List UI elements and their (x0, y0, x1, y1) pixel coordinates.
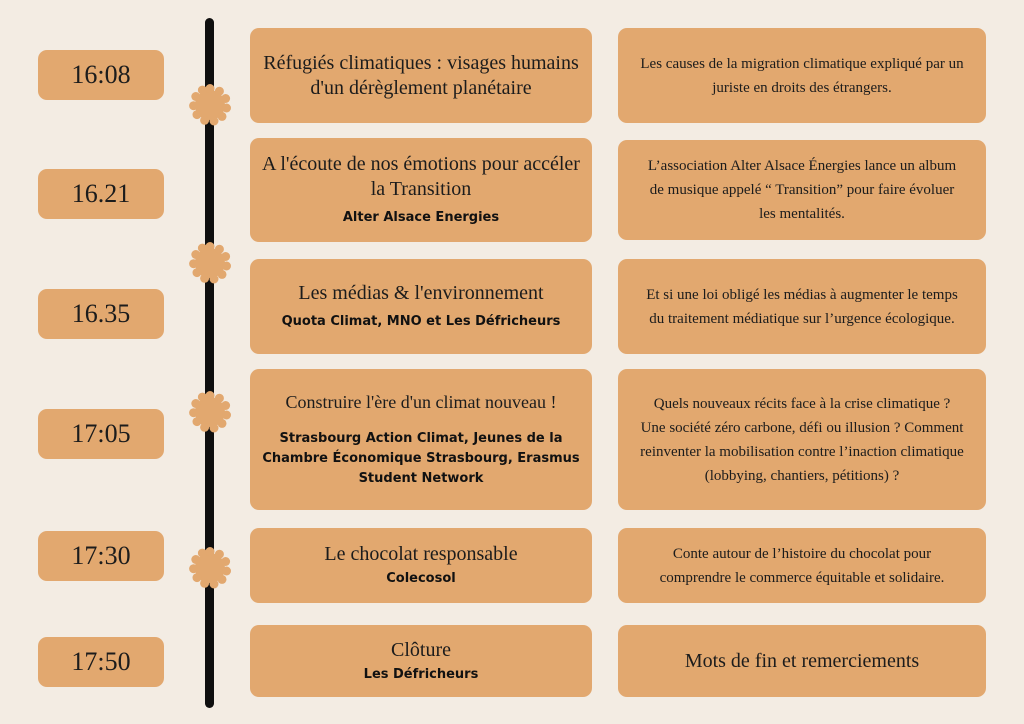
session-description-box (618, 528, 986, 603)
time-badge: 17:05 (38, 409, 164, 459)
session-description-box (618, 259, 986, 354)
time-badge: 16.21 (38, 169, 164, 219)
session-description-box (618, 140, 986, 240)
timeline-marker-icon (189, 391, 231, 433)
session-title-box (250, 138, 592, 242)
session-organizer: Strasbourg Action Climat, Jeunes de la Chambre Économique Strasbourg, Erasmus Student Network (262, 431, 580, 486)
session-description: Conte autour de l’histoire du chocolat pour comprendre le commerce équitable et solidaire. (659, 545, 945, 586)
session-description: Et si une loi obligé les médias à augmenter le temps du traitement médiatique sur l’urgence écologique. (646, 286, 958, 327)
session-title: Construire l'ère d'un climat nouveau ! (285, 392, 557, 412)
time-badge: 17:30 (38, 531, 164, 581)
session-title: Réfugiés climatiques : visages humains d'un dérèglement planétaire (263, 51, 579, 99)
session-description-box (618, 28, 986, 123)
session-organizer: Quota Climat, MNO et Les Défricheurs (281, 314, 561, 329)
session-description: Les causes de la migration climatique expliqué par un juriste en droits des étrangers. (640, 55, 964, 96)
session-title-box (250, 528, 592, 603)
session-description: Mots de fin et remerciements (684, 650, 920, 672)
session-title: A l'écoute de nos émotions pour accéler la Transition (262, 153, 580, 200)
time-badge: 16.35 (38, 289, 164, 339)
session-title: Clôture (391, 638, 451, 661)
session-description: L’association Alter Alsace Énergies lance un album de musique appelé “ Transition” pour faire évoluer les mentalités. (647, 158, 957, 222)
session-description-box (618, 369, 986, 510)
session-description-box (618, 625, 986, 697)
session-title-box (250, 625, 592, 697)
session-organizer: Les Défricheurs (363, 666, 479, 682)
time-badge: 16:08 (38, 50, 164, 100)
session-title: Le chocolat responsable (324, 543, 518, 565)
session-title: Les médias & l'environnement (298, 282, 544, 304)
session-organizer: Alter Alsace Energies (342, 210, 500, 225)
time-badge: 17:50 (38, 637, 164, 687)
session-title-box (250, 28, 592, 123)
timeline-marker-icon (189, 547, 231, 589)
session-organizer: Colecosol (386, 571, 456, 586)
session-title-box (250, 259, 592, 354)
session-title-box (250, 369, 592, 510)
timeline-marker-icon (189, 84, 231, 126)
session-description: Quels nouveaux récits face à la crise climatique ? Une société zéro carbone, défi ou illusion ? Comment reinventer la mobilisation contre l’inaction climatique (lobbying, chantiers, pétitions) ? (640, 395, 964, 484)
timeline-marker-icon (189, 242, 231, 284)
